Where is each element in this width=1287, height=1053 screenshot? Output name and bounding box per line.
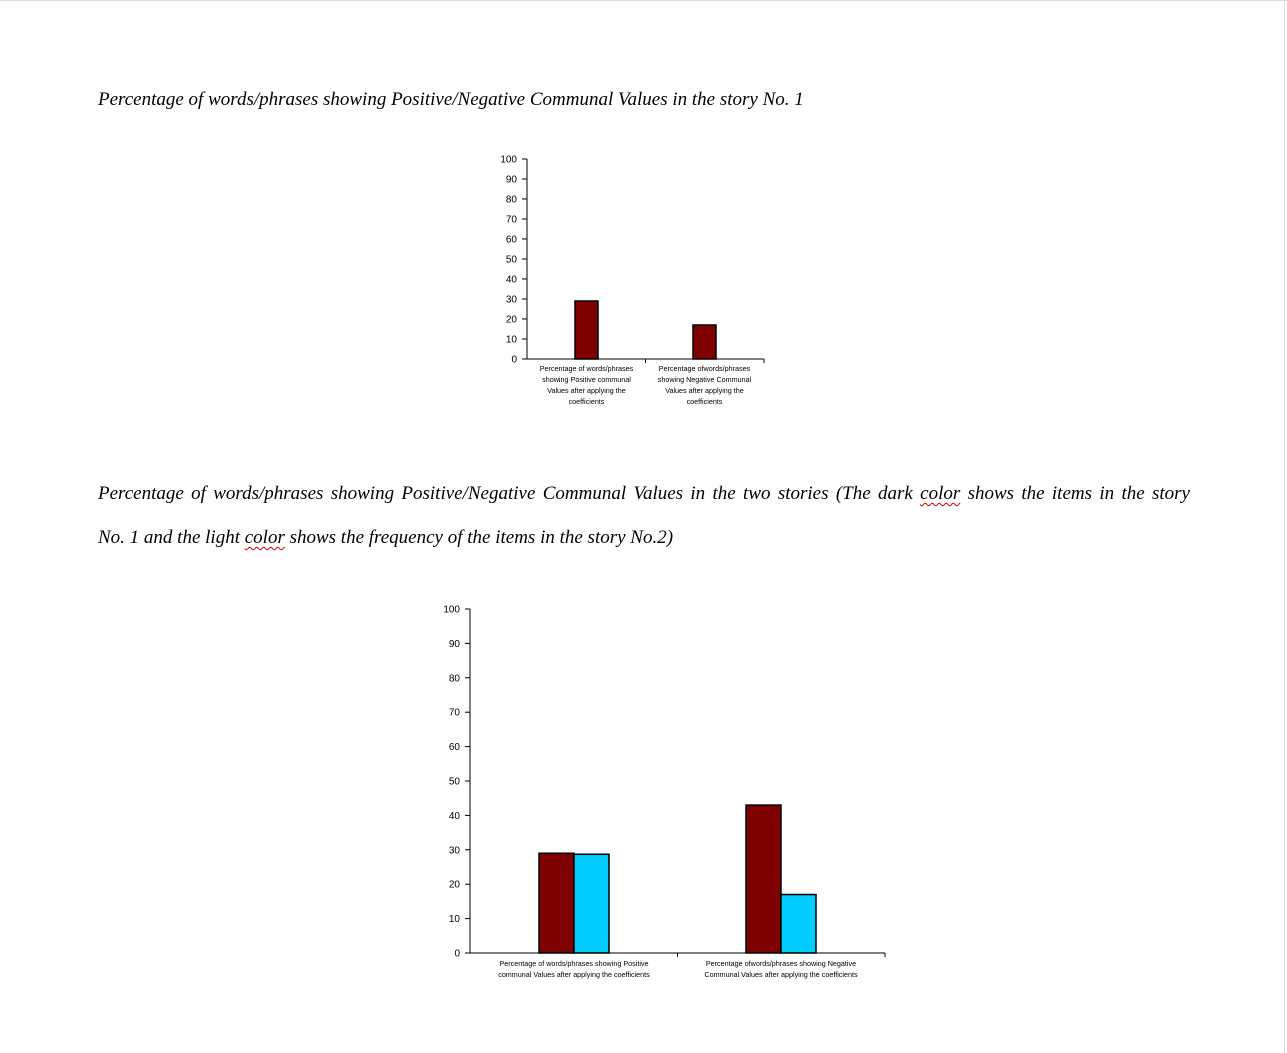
chart1-y-tick-label: 70: [505, 214, 517, 226]
chart2-y-tick-label: 10: [448, 914, 460, 926]
chart2-y-tick-label: 100: [443, 604, 460, 616]
chart2-category-label: communal Values after applying the coefficients: [498, 970, 650, 979]
chart2-y-tick-label: 90: [448, 638, 460, 650]
chart2-bar: [781, 895, 816, 953]
chart1-category-label: showing Positive communal: [542, 375, 631, 384]
chart1-y-tick-label: 0: [511, 354, 517, 366]
chart1-category-label: Percentage of words/phrases: [539, 364, 634, 373]
chart2-bar: [574, 854, 609, 953]
chart1-y-tick-label: 50: [505, 254, 517, 266]
chart2-y-tick-label: 60: [448, 742, 460, 754]
chart2-y-tick-label: 50: [448, 776, 460, 788]
chart1-category-label: Values after applying the: [665, 386, 744, 395]
spellcheck-word[interactable]: color: [244, 527, 285, 548]
chart1-y-tick-label: 60: [505, 234, 517, 246]
spellcheck-word[interactable]: color: [920, 483, 961, 504]
chart2-category-label: Percentage ofwords/phrases showing Negative: [705, 959, 857, 968]
chart1-y-tick-label: 20: [505, 314, 517, 326]
chart2-y-tick-label: 40: [448, 810, 460, 822]
chart1-y-tick-label: 10: [505, 334, 517, 346]
chart1-category-label: showing Negative Communal: [657, 375, 752, 384]
caption-text: No. 1 and the light: [98, 527, 245, 548]
chart2-y-tick-label: 70: [448, 707, 460, 719]
chart2-bar: [539, 853, 574, 953]
caption-text: shows the frequency of the items in the story No.2): [284, 527, 674, 548]
caption-text: Percentage of words/phrases showing Positive/Negative Communal Values in the two stories (The dark: [98, 483, 921, 504]
chart1-category-label: Values after applying the: [547, 386, 626, 395]
chart1-y-tick-label: 30: [505, 294, 517, 306]
chart1-category-label: coefficients: [568, 397, 605, 406]
chart1-y-tick-label: 40: [505, 274, 517, 286]
chart1-category-label: Percentage ofwords/phrases: [658, 364, 751, 373]
chart2-category-label: Communal Values after applying the coefficients: [704, 970, 858, 979]
chart1-y-tick-label: 100: [500, 154, 517, 166]
chart1-y-tick-label: 90: [505, 174, 517, 186]
caption-text: shows the items in the story: [960, 483, 1190, 504]
chart1-category-label: coefficients: [686, 397, 723, 406]
chart1-bar: [575, 301, 598, 359]
chart2-bar: [746, 805, 781, 953]
chart2-y-tick-label: 0: [454, 948, 460, 960]
chart2-y-tick-label: 80: [448, 673, 460, 685]
chart2-category-label: Percentage of words/phrases showing Positive: [499, 959, 649, 968]
chart1-bar: [693, 325, 716, 359]
chart2-y-tick-label: 20: [448, 879, 460, 891]
chart2-y-tick-label: 30: [448, 845, 460, 857]
chart1-caption: Percentage of words/phrases showing Positive/Negative Communal Values in the story No. 1: [98, 89, 804, 110]
chart1-y-tick-label: 80: [505, 194, 517, 206]
